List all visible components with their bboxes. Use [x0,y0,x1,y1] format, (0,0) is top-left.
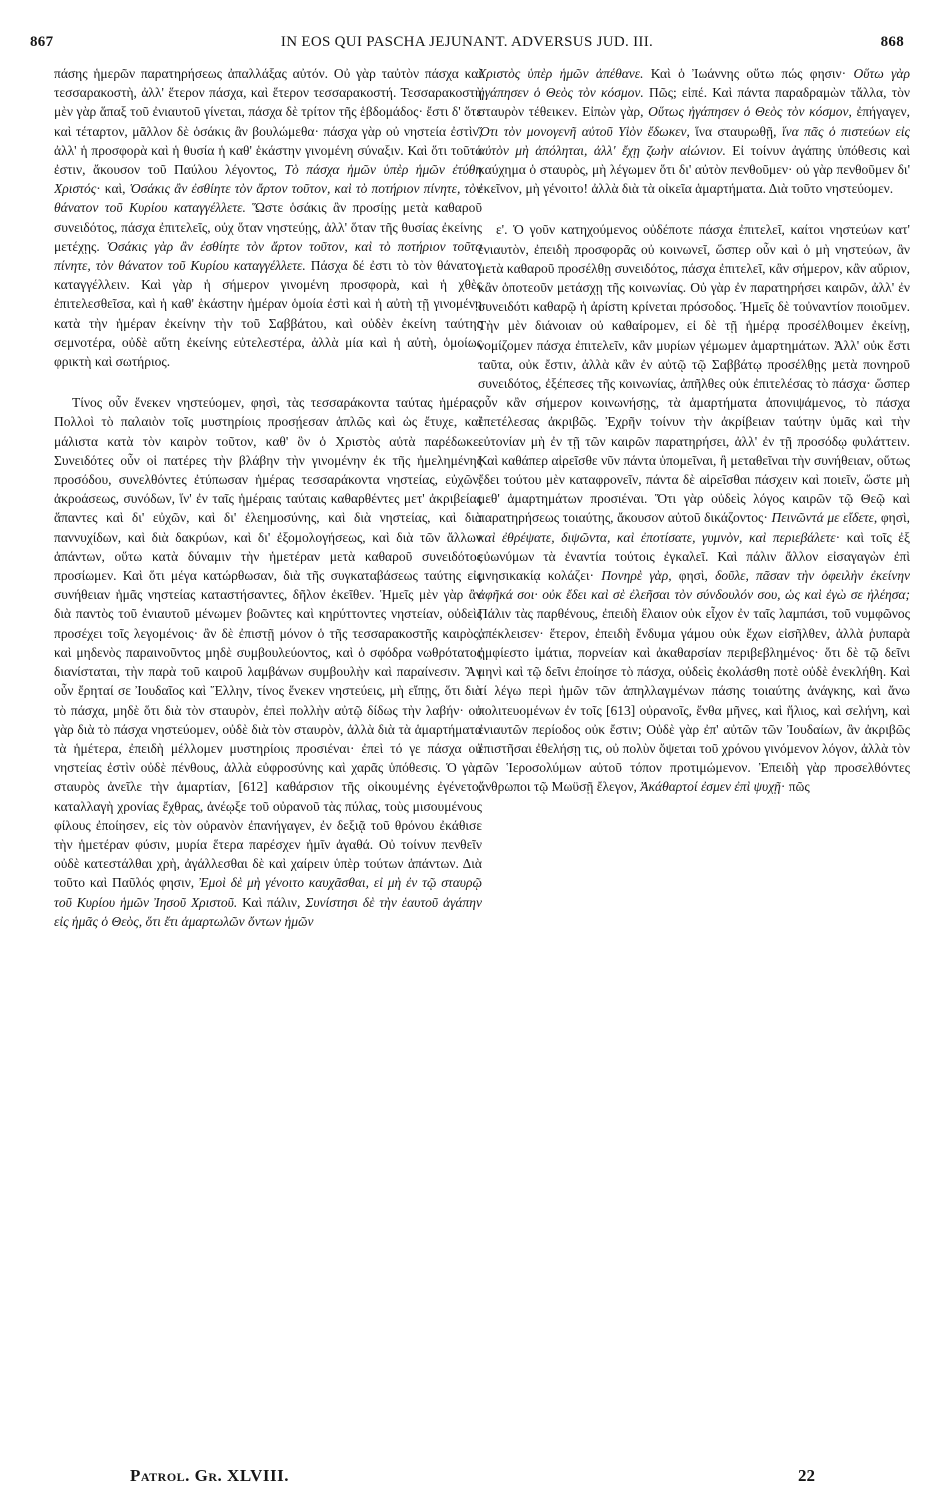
text-run: Τίνος οὖν ἕνεκεν νηστεύομεν, φησὶ, τὰς τεσσαράκοντα ταύτας ἡμέρας; Πολλοὶ τὸ παλαιὸν τοῖς μυστηρίοις προσῄεσαν ἁπλῶς καὶ ὡς ἔτυχε, καὶ μάλιστα κατὰ τὸν καιρὸν τοῦτον, καθ' ὃν ὁ Χριστὸς αὐτὰ παρέδωκε. Συνειδότες οὖν οἱ πατέρες τὴν βλάβην τὴν γινομένην ἐκ τῆς ἠμελημένης προσόδου, συνελθόντες ἐτύπωσαν ἡμέρας τεσσαράκοντα νηστείας, εὐχῶν, ἀκροάσεως, συνόδων, ἵν' ἐν ταῖς ἡμέραις ταύταις καθαρθέντες μετ' ἀκριβείας ἅπαντες καὶ δι' εὐχῶν, καὶ δι' ἐλεημοσύνης, καὶ διὰ νηστείας, καὶ διὰ παννυχίδων, καὶ διὰ δακρύων, καὶ δι' ἐξομολογήσεως, καὶ διὰ τῶν ἄλλων ἁπάντων, οὕτω κατὰ δύναμιν τὴν ἡμετέραν μετὰ καθαροῦ συνειδότος προσίωμεν. Καὶ ὅτι μέγα κατώρθωσαν, διὰ τῆς συγκαταβάσεως ταύτης εἰς συνήθειαν ἡμᾶς νηστείας καταστήσαντες, δῆλον ἐκεῖθεν. Ἡμεῖς μὲν γὰρ ἂν διὰ παντὸς τοῦ ἐνιαυτοῦ μένωμεν βοῶντες καὶ κηρύττοντες νηστείαν, οὐδεὶς προσέχει τοῖς λεγομένοις· ἂν δὲ ἐπιστῇ μόνον ὁ τῆς τεσσαρακοστῆς καιρὸς, καὶ μηδενὸς παραινοῦντος μηδὲ συμβουλεύοντος, καὶ ὁ σφόδρα νωθρότατος διανίσταται, τὴν παρὰ τοῦ καιροῦ λαμβάνων συμβουλὴν καὶ παραίνεσιν. Ἂν οὖν ἔρηταί σε Ἰουδαῖος καὶ Ἕλλην, τίνος ἕνεκεν νηστεύεις, μὴ εἴπῃς, ὅτι διὰ τὸ πάσχα, μηδὲ ὅτι διὰ τὸν σταυρὸν, ἐπεὶ πολλὴν αὐτῷ δίδως τὴν λαβήν· οὐ γὰρ διὰ τὸ πάσχα νηστεύομεν, οὐδὲ διὰ τὸν σταυρὸν, ἀλλὰ διὰ τὰ ἁμαρτήματα τὰ ἡμέτερα, ἐπειδὴ μέλλομεν μυστηρίοις προσιέναι· ἐπεὶ τό γε πάσχα οὐ νηστείας ἐστὶν οὐδὲ πένθους, ἀλλὰ εὐφροσύνης καὶ χαρᾶς ὑπόθεσις. Ὁ γὰρ σταυρὸς ἀνεῖλε τὴν ἁμαρτίαν, [612] καθάρσιον τῆς οἰκουμένης ἐγένετο, καταλλαγὴ χρονίας ἔχθρας, ἀνέῳξε τοῦ οὐρανοῦ τὰς πύλας, τοὺς μισουμένους φίλους ἐποίησεν, εἰς τὸν οὐρανὸν ἐπανήγαγεν, ἐν δεξιᾷ τοῦ θρόνου ἐκάθισε τὴν ἡμετέραν φύσιν, μυρία ἕτερα παρέσχεν ἡμῖν ἀγαθά. Οὐ τοίνυν πενθεῖν οὐδὲ κατεστάλθαι χρὴ, ἀγάλλεσθαι δὲ καὶ χαίρειν ὑπὲρ τούτων ἁπάντων. Διὰ τοῦτο καὶ Παῦλός φησιν, [54,395,482,891]
quoted-scripture: Ἐμοὶ δὲ μὴ γένοιτο καυχᾶσθαι, εἰ μὴ ἐν τῷ σταυρῷ τοῦ Κυρίου ἡμῶν Ἰησοῦ Χριστοῦ. [54,875,482,910]
text-run: Πάλιν τὰς παρθένους, ἐπειδὴ ἔλαιον οὐκ εἶχον ἐν ταῖς λαμπάσι, τοῦ νυμφῶνος ἀπέκλεισεν· ἕτερον, ἐπειδὴ ἔνδυμα γάμου οὐκ ἔχων εἰσῆλθεν, ἀλλὰ ῥυπαρὰ ἠμφίεστο ἱμάτια, πορνείαν καὶ ἀκαθαρσίαν περιβεβλημένος· ὅτι δὲ τῷ δεῖνι μηνὶ καὶ τῷ δεῖνι ἐποίησε τὸ πάσχα, οὐδεὶς ἐκολάσθη ποτὲ οὐδὲ ἐνεκλήθη. Καὶ τί λέγω περὶ ἡμῶν τῶν ἀπηλλαγμένων πάσης τοιαύτης ἀνάγκης, καὶ ἄνω πολιτευομένων ἐν τοῖς [613] οὐρανοῖς, ἔνθα μῆνες, καὶ ἥλιος, καὶ σελήνη, καὶ ἐνιαυτῶν περίοδος οὐκ ἔστιν; Οὐδὲ γὰρ ἐπ' αὐτῶν τῶν Ἰουδαίων, ἂν ἀκριβῶς ἐπιστῆσαι ἐθελήσῃ τις, οὐ πολὺν ὄψεται τοῦ χρόνου γινόμενον λόγον, ἀλλὰ τὸν τῶν Ἱεροσολύμων αὐτοῦ τόπον προτιμώμενον. Ἐπειδὴ γὰρ προσελθόντες ἄνθρωποι τῷ Μωϋσῇ ἔλεγον, [478,606,910,795]
quoted-scripture: Πονηρὲ γὰρ [601,568,669,584]
text-run: Πῶς; εἰπέ. Καὶ πάντα παραδραμὼν τἄλλα, τὸν σταυρὸν τέθεικεν. Εἰπὼν γὰρ, [478,85,910,120]
quoted-scripture: Ὁσάκις ἂν ἐσθίητε τὸν ἄρτον τοῦτον, καὶ τὸ ποτήριον πίνητε, τὸν θάνατον τοῦ Κυρίου καταγγέλλετε. [54,181,482,216]
right-paragraph-1 [478,64,910,198]
page-number-left: 867 [30,34,54,50]
left-column [54,64,482,1459]
text-run: , φησὶ, [873,510,910,526]
running-header [30,34,904,54]
quoted-scripture: δοῦλε, πᾶσαν τὴν ὀφειλὴν ἐκείνην ἀφῆκά σοι· οὐκ ἔδει καὶ σὲ ἐλεῆσαι τὸν σύνδουλόν σου, ὡς καὶ ἐγὼ σε ἠλέησα; [478,568,910,603]
text-run: · πῶς [780,779,810,795]
quoted-scripture: Οὕτω γὰρ ἠγάπησεν ὁ Θεὸς τὸν κόσμον. [478,66,910,101]
sheet-number: 22 [798,1466,815,1485]
right-paragraph-2 [478,220,910,796]
text-run: ε'. Ὁ γοῦν κατηχούμενος οὐδέποτε πάσχα ἐπιτελεῖ, καίτοι νηστεύων κατ' ἐνιαυτὸν, ἐπειδὴ προσφορᾶς οὐ κοινωνεῖ, ὥσπερ οὖν καὶ ὁ μὴ νηστεύων, ἂν μετὰ καθαροῦ προσέλθῃ συνειδότος, πάσχα ἐπιτελεῖ, κἂν σήμερον, κἂν αὔριον, κἂν ὁποτεοῦν μετάσχῃ τῆς κοινωνίας. Οὐ γὰρ ἐν παρατηρήσει καιρῶν, ἀλλ' ἐν συνειδότι καθαρῷ ἡ ἀρίστη κρίνεται πρόσοδος. Ἡμεῖς δὲ τοὐναντίον ποιοῦμεν. Τὴν μὲν διάνοιαν οὐ καθαίρομεν, εἰ δὲ τῇ ἡμέρᾳ προσέλθοιμεν ἐκείνῃ, νομίζομεν πάσχα ἐπιτελεῖν, κἂν μυρίων γέμωμεν ἁμαρτημάτων. Ἀλλ' οὐκ ἔστι ταῦτα, οὐκ ἔστιν, ἀλλὰ κἂν ἐν αὐτῷ τῷ Σαββάτῳ προσέλθῃς μετὰ πονηροῦ συνειδότος, ἐξέπεσες τῆς κοινωνίας, ἀπῆλθες οὐκ ἐπιτελέσας τὸ πάσχα· ὥσπερ οὖν κἂν σήμερον κοινωνήσῃς, τὰ ἁμαρτήματα ἀπονιψάμενος, τὸ πάσχα ἐπετέλεσας ἀκριβῶς. Ἐχρῆν τοίνυν τὴν ἀκρίβειαν ταύτην ὑμᾶς καὶ τὴν εὐτονίαν μὴ ἐν τῇ τῶν καιρῶν παρατηρήσει, ἀλλ' ἐν τῇ προσόδῳ φυλάττειν. Καὶ καθάπερ αἱρεῖσθε νῦν πάντα ὑπομεῖναι, ἢ μεταθεῖναι τὴν συνήθειαν, οὕτως ἔδει τούτου μὲν καταφρονεῖν, πάντα δὲ αἱρεῖσθαι πάσχειν καὶ ποιεῖν, ὥστε μὴ μεθ' ἁμαρτημάτων προσιέναι. Ὅτι γὰρ οὐδεὶς λόγος καιρῶν τῷ Θεῷ καὶ παρατηρήσεως τοιαύτης, ἄκουσον αὐτοῦ δικάζοντος· [478,222,910,526]
quoted-scripture: Ὅτι τὸν μονογενῆ αὐτοῦ Υἱὸν ἔδωκεν [478,123,687,139]
quoted-scripture: καὶ ἐθρέψατε, διψῶντα, καὶ ἐποτίσατε, γυμνὸν, καὶ περιεβάλετε [478,529,836,545]
left-paragraph-2 [54,393,482,931]
quoted-scripture: Συνίστησι δὲ τὴν ἑαυτοῦ ἀγάπην εἰς ἡμᾶς ὁ Θεὸς, ὅτι ἔτι ἁμαρτωλῶν ὄντων ἡμῶν [54,894,482,929]
quoted-scripture: Ὁσάκις γὰρ ἂν ἐσθίητε τὸν ἄρτον τοῦτον, καὶ τὸ ποτήριον τοῦτο πίνητε, τὸν θάνατον τοῦ Κυρίου καταγγέλλετε. [54,238,482,274]
quoted-scripture: Οὕτως ἠγάπησεν ὁ Θεὸς τὸν κόσμον [648,104,849,120]
text-run: · καὶ, [96,181,130,197]
running-title: IN EOS QUI PASCHA JEJUNANT. ADVERSUS JUD. III. [280,34,654,50]
text-run: Καὶ ὁ Ἰωάννης οὕτω πώς φησιν· [643,66,854,81]
text-run: πάσης ἡμερῶν παρατηρήσεως ἀπαλλάξας αὐτόν. Οὐ γὰρ ταὐτὸν πάσχα καὶ τεσσαρακοστὴ, ἀλλ' ἕτερον πάσχα, καὶ ἕτερον τεσσαρακοστή. Τεσσαρακοστὴ μὲν γὰρ ἅπαξ τοῦ ἐνιαυτοῦ γίνεται, πάσχα δὲ τρίτον τῆς ἑβδομάδος· ἔστι δ' ὅτε καὶ τέταρτον, μᾶλλον δὲ ὁσάκις ἂν βουλώμεθα· πάσχα γὰρ οὐ νηστεία ἐστὶν, ἀλλ' ἡ προσφορὰ καὶ ἡ θυσία ἡ καθ' ἑκάστην γινομένη σύναξιν. Καὶ ὅτι τοῦτό ἐστιν, ἄκουσον τοῦ Παύλου λέγοντος, [54,66,482,178]
volume-signature: Patrol. Gr. XLVIII. [130,1466,289,1485]
text-run: , ἵνα σταυρωθῇ, [686,123,782,139]
page-footer [130,1466,904,1490]
text-run: · καὶ τοῖς ἐξ εὐωνύμων τὰ ἐναντία τούτοις ἐγκαλεῖ. Καὶ πάλιν ἄλλον εἰσαγαγὼν ἐπὶ μνησικακίᾳ κολάζει· [478,529,910,584]
quoted-scripture: ἵνα πᾶς ὁ πιστεύων εἰς αὐτὸν μὴ ἀπόληται, ἀλλ' ἔχῃ ζωὴν αἰώνιον. [478,123,910,158]
quoted-scripture: Χριστὸς ὑπὲρ ἡμῶν ἀπέθανε. [478,66,644,81]
quoted-scripture: Ἀκάθαρτοί ἐσμεν ἐπὶ ψυχῇ [640,779,781,795]
page-number-right: 868 [880,34,904,50]
text-run: Καὶ πάλιν, [237,894,306,910]
text-run: , φησὶ, [668,568,716,584]
quoted-scripture: Πεινῶντά με εἴδετε [771,510,874,526]
text-run: Πάσχα δέ ἐστι τὸ τὸν θάνατον καταγγέλλειν. Καὶ γὰρ ἡ σήμερον γινομένη προσφορὰ, καὶ ἡ χθὲς ἐπιτελεσθεῖσα, καὶ ἡ καθ' ἑκάστην ἡμέραν ὁμοία ἐστὶ καὶ ἡ αὐτὴ τῇ γινομένῃ κατὰ τὴν ἡμέραν ἐκείνην τὴν τοῦ Σαββάτου, καὶ οὐδὲν ἐκείνη ταύτης σεμνοτέρα, οὐδὲ αὕτη ἐκείνης εὐτελεστέρα, ἀλλὰ μία καὶ ἡ αὐτὴ, ὁμοίως φρικτὴ καὶ σωτήριος. [54,258,482,370]
text-run: , ἐπήγαγεν, [848,104,910,120]
text-run: Ὥστε ὁσάκις ἂν προσίῃς μετὰ καθαροῦ συνειδότος, πάσχα ἐπιτελεῖς, οὐχ ὅταν νηστεύῃς, ἀλλ' ὅταν τῆς θυσίας ἐκείνης μετέχῃς. [54,200,482,254]
right-column [478,64,910,1459]
quoted-scripture: Τὸ πάσχα ἡμῶν ὑπὲρ ἡμῶν ἐτύθη Χριστός [54,162,482,197]
text-run: Εἰ τοίνυν ἀγάπης ὑπόθεσις καὶ καύχημα ὁ σταυρὸς, μὴ λέγωμεν ὅτι δι' αὐτὸν πενθοῦμεν· οὐ γὰρ πενθοῦμεν δι' ἐκεῖνον, μὴ γένοιτο! ἀλλὰ διὰ τὰ οἰκεῖα ἁμαρτήματα. Διὰ τοῦτο νηστεύομεν. [478,142,910,197]
left-paragraph-1 [54,64,482,371]
